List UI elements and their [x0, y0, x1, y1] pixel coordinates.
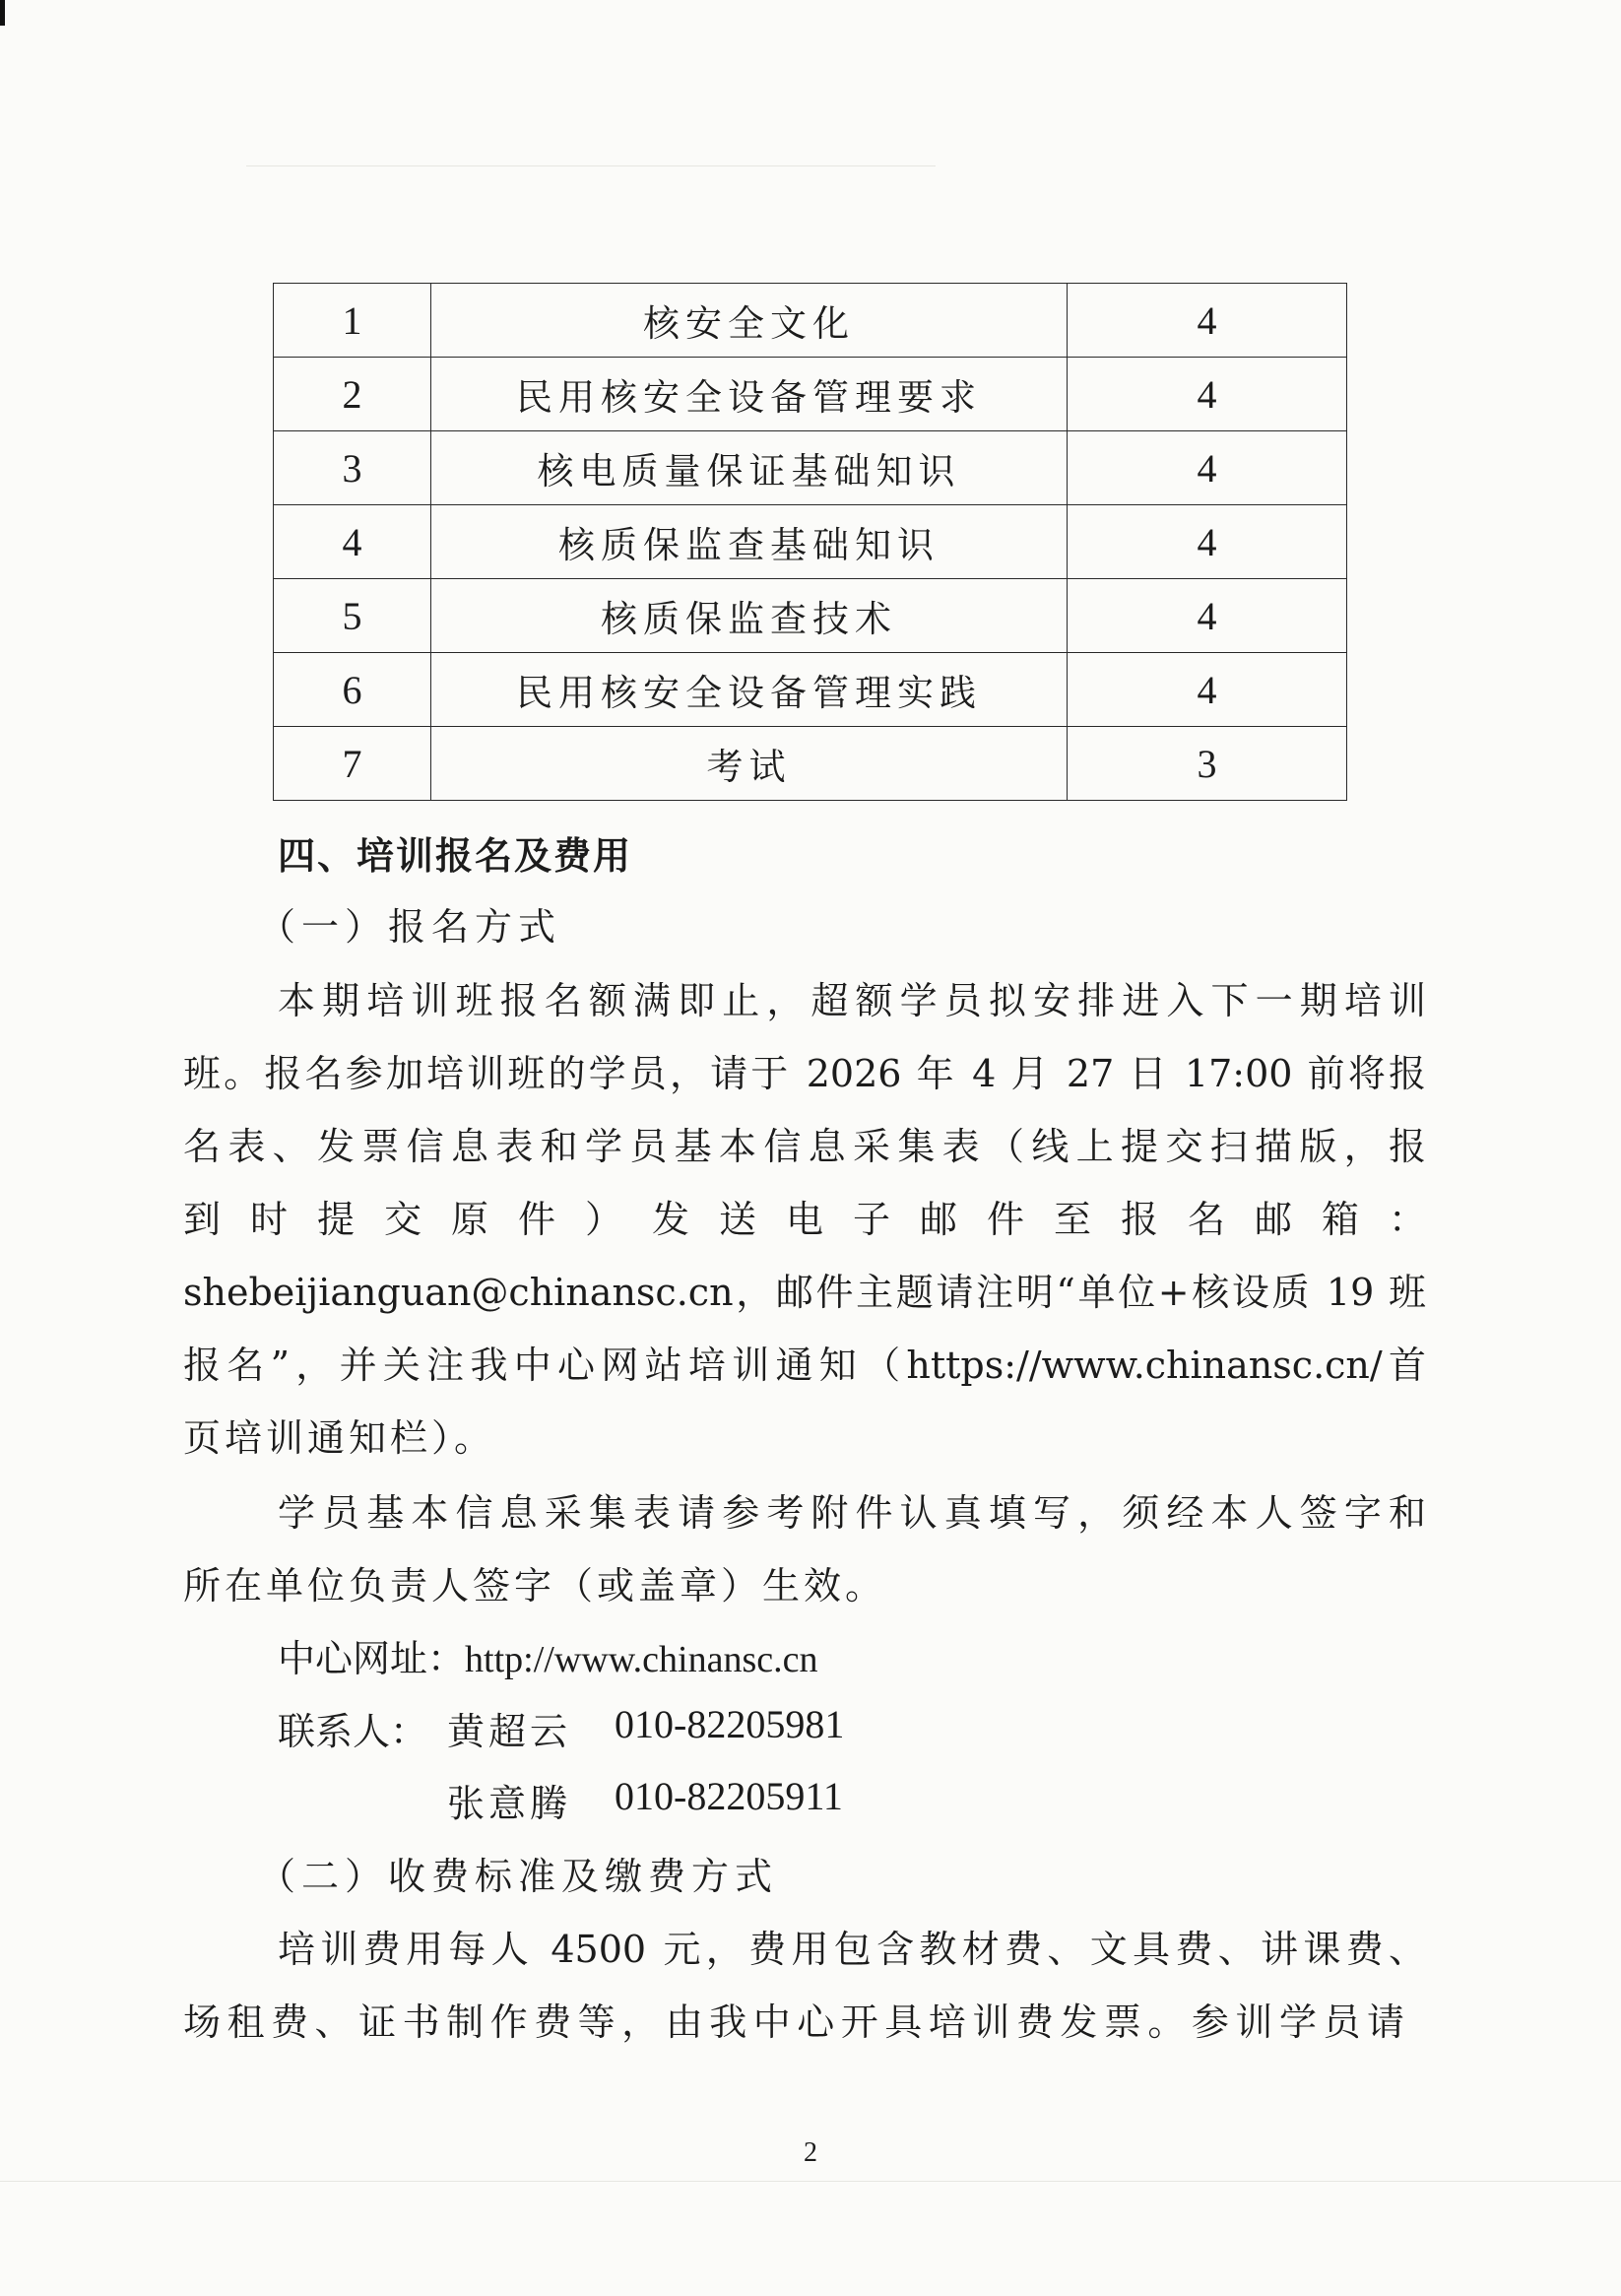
course-hours: 4 [1068, 284, 1347, 358]
table-row [274, 284, 1347, 358]
course-table [273, 283, 1347, 801]
website-url: http://www.chinansc.cn [465, 1639, 818, 1680]
contact-phone: 010-82205911 [615, 1774, 843, 1818]
paragraph-line: 培训费用每人 4500 元，费用包含教材费、文具费、讲课费、 [278, 1928, 1426, 1971]
course-name: 核安全文化 [431, 284, 1068, 358]
paragraph-line: 所在单位负责人签字（或盖章）生效。 [183, 1564, 887, 1607]
row-number: 2 [274, 358, 431, 431]
row-number: 5 [274, 579, 431, 653]
course-hours: 4 [1068, 358, 1347, 431]
row-number: 4 [274, 505, 431, 579]
course-name: 考试 [431, 727, 1068, 801]
course-hours: 4 [1068, 431, 1347, 505]
contact-phone: 010-82205981 [615, 1702, 845, 1746]
table-row [274, 727, 1347, 801]
paragraph-line: 报名”，并关注我中心网站培训通知（https://www.chinansc.cn/首 [183, 1344, 1426, 1387]
table-row [274, 653, 1347, 727]
subsection-title: （一）报名方式 [258, 905, 562, 949]
paragraph-line: 场租费、证书制作费等，由我中心开具培训费发票。参训学员请 [183, 2001, 1404, 2044]
course-name: 核电质量保证基础知识 [431, 431, 1068, 505]
scan-line [246, 165, 936, 166]
website-row [278, 1628, 817, 1682]
row-number: 3 [274, 431, 431, 505]
page-number: 2 [804, 2137, 817, 2168]
paragraph-line: shebeijianguan@chinansc.cn，邮件主题请注明“单位+核设质 19 班 [183, 1271, 1426, 1314]
paragraph-line: 到 时 提 交 原 件 ） 发 送 电 子 邮 件 至 报 名 邮 箱 ： [183, 1198, 1426, 1241]
course-hours: 4 [1068, 505, 1347, 579]
paragraph-line: 名表、发票信息表和学员基本信息采集表（线上提交扫描版，报 [183, 1125, 1426, 1168]
scan-line [0, 2181, 1621, 2182]
course-hours: 3 [1068, 727, 1347, 801]
paragraph-line: 学员基本信息采集表请参考附件认真填写，须经本人签字和 [278, 1491, 1426, 1535]
course-hours: 4 [1068, 579, 1347, 653]
contact-name: 黄超云 [447, 1710, 572, 1753]
course-name: 核质保监查基础知识 [431, 505, 1068, 579]
table-row [274, 505, 1347, 579]
paragraph-line: 班。报名参加培训班的学员，请于 2026 年 4 月 27 日 17:00 前将报 [183, 1052, 1426, 1095]
table-row [274, 579, 1347, 653]
table-row [274, 431, 1347, 505]
paragraph-line: 本期培训班报名额满即止，超额学员拟安排进入下一期培训 [278, 979, 1426, 1022]
contact-label: 联系人： [278, 1710, 428, 1753]
row-number: 7 [274, 727, 431, 801]
website-label: 中心网址： [278, 1637, 466, 1680]
table-row [274, 358, 1347, 431]
section-heading: 四、培训报名及费用 [278, 834, 633, 878]
course-name: 核质保监查技术 [431, 579, 1068, 653]
course-name: 民用核安全设备管理实践 [431, 653, 1068, 727]
row-number: 1 [274, 284, 431, 358]
subsection-title: （二）收费标准及缴费方式 [258, 1855, 779, 1898]
paragraph-line: 页培训通知栏）。 [183, 1416, 496, 1460]
contact-name: 张意腾 [447, 1782, 572, 1825]
row-number: 6 [274, 653, 431, 727]
course-hours: 4 [1068, 653, 1347, 727]
scan-mark [0, 0, 5, 26]
course-name: 民用核安全设备管理要求 [431, 358, 1068, 431]
